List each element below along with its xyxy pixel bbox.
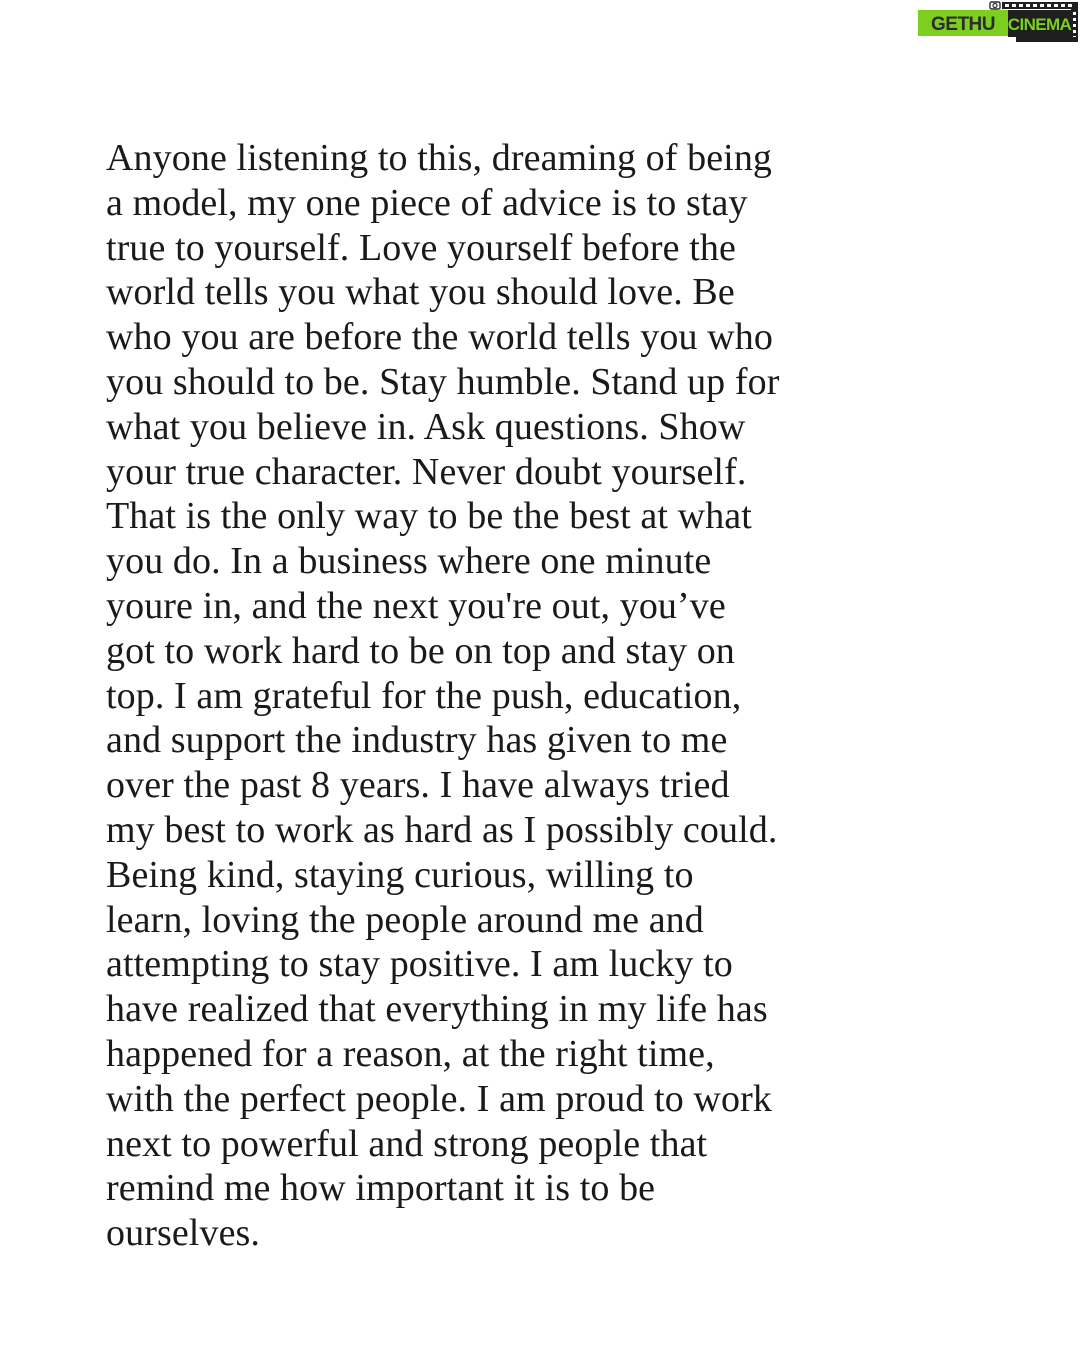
quote-line: happened for a reason, at the right time, xyxy=(106,1032,715,1075)
quote-line: have realized that everything in my life has xyxy=(106,988,768,1031)
quote-line: true to yourself. Love yourself before the xyxy=(106,226,736,269)
quote-line: and support the industry has given to me xyxy=(106,719,728,762)
quote-line: Anyone listening to this, dreaming of being xyxy=(106,137,773,179)
quote-line: my best to work as hard as I possibly could. xyxy=(106,808,778,851)
quote-line: with the perfect people. I am proud to work xyxy=(106,1077,772,1120)
watermark-logo xyxy=(916,0,1080,46)
quote-line: who you are before the world tells you who xyxy=(106,316,773,359)
camera-icon xyxy=(990,2,1000,9)
quote-line: next to powerful and strong people that xyxy=(106,1122,708,1165)
quote-line: learn, loving the people around me and xyxy=(106,898,704,941)
quote-line: youre in, and the next you're out, you’ve xyxy=(106,584,726,627)
quote-line: what you believe in. Ask questions. Show xyxy=(106,405,746,448)
quote-line: your true character. Never doubt yourself. xyxy=(106,450,747,493)
quote-line: got to work hard to be on top and stay on xyxy=(106,629,735,672)
quote-line: attempting to stay positive. I am lucky to xyxy=(106,943,733,986)
quote-line: Being kind, staying curious, willing to xyxy=(106,853,694,896)
quote-line: top. I am grateful for the push, education, xyxy=(106,674,742,717)
quote-line: over the past 8 years. I have always tried xyxy=(106,764,730,807)
quote-line: world tells you what you should love. Be xyxy=(106,271,735,314)
logo-right-text: CINEMA xyxy=(1007,15,1072,34)
quote-line: That is the only way to be the best at what xyxy=(106,495,752,538)
quote-line: you should to be. Stay humble. Stand up for xyxy=(106,360,780,403)
quote-line: ourselves. xyxy=(106,1212,261,1255)
quote-text xyxy=(106,136,1046,1256)
quote-line: remind me how important it is to be xyxy=(106,1167,656,1210)
quote-line: a model, my one piece of advice is to stay xyxy=(106,181,748,224)
logo-left-text: GETHU xyxy=(931,14,995,35)
quote-line: you do. In a business where one minute xyxy=(106,540,712,583)
